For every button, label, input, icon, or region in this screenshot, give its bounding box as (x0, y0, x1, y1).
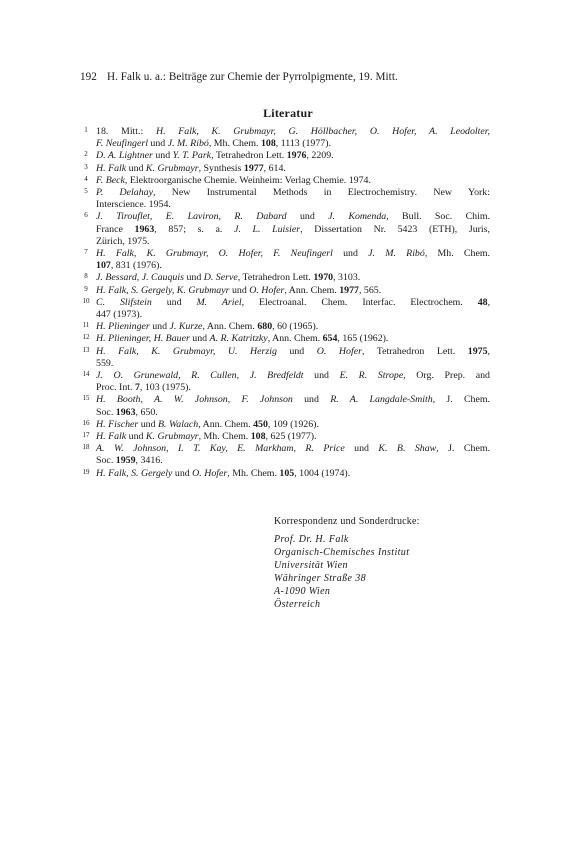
running-header (80, 71, 398, 83)
reference-number: 7 (84, 248, 88, 257)
reference-line (96, 126, 490, 138)
author-names: J. M. Ribó (167, 138, 209, 150)
reference-line (96, 431, 490, 443)
author-names: C. Slifstein (96, 296, 152, 308)
running-title: H. Falk u. a.: Beiträge zur Chemie der Pyrrolpigmente, 19. Mitt. (106, 71, 398, 83)
volume-number: 1970 (313, 272, 334, 284)
citation-text: , Tetrahedron Lett. (211, 150, 287, 162)
citation-text: , Mh. Chem. (227, 467, 280, 479)
author-names: H. Plieninger (96, 321, 150, 333)
section-title: Literatur (263, 106, 313, 120)
author-names: J. L. Luisier (234, 223, 301, 235)
citation-text: , 109 (1926). (267, 418, 319, 430)
citation-text: und (229, 284, 250, 296)
citation-text: , Mh. Chem. (198, 431, 251, 443)
reference-item (80, 272, 490, 284)
author-names: R. A. Langdale-Smith (330, 394, 433, 406)
reference-item (80, 248, 490, 272)
citation-text: und (138, 418, 158, 430)
citation-text: , Mh. Chem. (424, 248, 490, 260)
volume-number: 1975 (467, 345, 488, 357)
volume-number: 108 (260, 138, 276, 150)
citation-text: und (126, 162, 146, 174)
reference-line (96, 285, 490, 297)
reference-item (80, 468, 490, 480)
reference-number: 2 (84, 150, 88, 159)
author-names: J. Tirouflet, E. Laviron, R. Dabard (96, 211, 287, 223)
author-names: H. Fischer (96, 418, 139, 430)
reference-line (96, 163, 490, 175)
citation-text: und (151, 296, 197, 308)
author-names: J. Kurze (169, 321, 203, 333)
volume-number: 107 (96, 260, 111, 272)
citation-text: , 2209. (306, 150, 334, 162)
author-names: H. Falk, S. Gergely (96, 467, 173, 479)
citation-text: , (487, 345, 491, 357)
reference-item (80, 419, 490, 431)
reference-line (96, 211, 490, 223)
reference-line (96, 358, 490, 370)
reference-line (96, 321, 490, 333)
address-line: Universität Wien (274, 560, 348, 571)
reference-number: 1 (84, 126, 88, 134)
address-line: A-1090 Wien (274, 586, 331, 597)
citation-text: , 103 (1975). (139, 382, 191, 394)
reference-line (96, 175, 490, 187)
citation-text: 447 (1973). (96, 309, 143, 321)
reference-number: 5 (84, 187, 88, 196)
citation-text: , 831 (1976). (110, 260, 162, 272)
author-names: H. Falk, S. Gergely, K. Grubmayr (96, 284, 230, 296)
author-names: K. B. Shaw (378, 443, 437, 455)
volume-number: 654 (322, 333, 338, 345)
citation-text: und (292, 394, 331, 406)
reference-item (80, 150, 490, 162)
author-names: F. Neufingerl (96, 138, 148, 150)
reference-line (96, 248, 490, 260)
author-names: A. W. Johnson, I. T. Kay, E. Markham, R. Price (96, 443, 345, 455)
reference-line (96, 370, 490, 382)
citation-text: und (303, 370, 340, 382)
citation-text: und (286, 211, 329, 223)
author-names: O. Hofer (249, 284, 285, 296)
author-names: O. Hofer (316, 345, 362, 357)
volume-number: 450 (253, 418, 268, 430)
citation-text: und (189, 333, 210, 345)
author-names: H. Falk, K. Grubmayr, O. Hofer, F. Neufingerl (96, 248, 333, 260)
volume-number: 1977 (243, 162, 264, 174)
citation-text: , 565. (358, 284, 382, 296)
volume-number: 680 (257, 321, 273, 333)
citation-text: und (149, 321, 170, 333)
author-names: D. Serve (203, 272, 238, 284)
reference-item (80, 285, 490, 297)
author-names: K. Grubmayr (145, 162, 199, 174)
citation-text: , 60 (1965). (272, 321, 319, 333)
page-number: 192 (80, 71, 97, 83)
citation-text: , 857; s. a. (154, 223, 235, 235)
reference-item (80, 443, 490, 467)
citation-text: , 1004 (1974). (294, 467, 351, 479)
author-names: O. Hofer (192, 467, 228, 479)
citation-text: und (152, 150, 173, 162)
volume-number: 7 (134, 382, 140, 394)
reference-line (96, 297, 490, 309)
volume-number: 1977 (339, 284, 359, 296)
correspondence-heading: Korrespondenz und Sonderdrucke: (274, 516, 420, 527)
reference-number: 18 (82, 443, 90, 452)
citation-text: , 3416. (135, 455, 163, 467)
reference-number: 15 (82, 394, 90, 403)
citation-text: , 3103. (333, 272, 361, 284)
author-names: Y. T. Park (172, 150, 212, 162)
reference-number: 8 (84, 272, 88, 281)
reference-item (80, 346, 490, 370)
reference-line (96, 468, 490, 480)
citation-text: , Bull. Soc. Chim. (386, 211, 490, 223)
citation-text: , Ann. Chem. (198, 418, 254, 430)
citation-text: , Org. Prep. and (403, 370, 490, 382)
citation-text: , Synthesis (198, 162, 244, 174)
reference-item (80, 211, 490, 248)
citation-text: 18. Mitt.: (96, 126, 156, 137)
volume-number: 1959 (115, 455, 136, 467)
citation-text: , Ann. Chem. (202, 321, 258, 333)
reference-number: 11 (82, 321, 90, 330)
reference-number: 17 (82, 431, 90, 440)
citation-text: und (332, 248, 369, 260)
citation-text: Soc. (96, 455, 116, 467)
citation-text: , Mh. Chem. (208, 138, 261, 150)
reference-line (96, 187, 490, 199)
volume-number: 105 (279, 467, 295, 479)
author-names: A. R. Katritzky (209, 333, 268, 345)
author-names: H. Falk, K. Grubmayr, U. Herzig (96, 345, 277, 357)
reference-item (80, 321, 490, 333)
volume-number: 1963 (115, 406, 136, 418)
author-names: B. Walach (157, 418, 199, 430)
citation-text: , New Instrumental Methods in Electrochemistry. New York: (152, 187, 490, 199)
citation-text: Zürich, 1975. (96, 235, 150, 247)
reference-item (80, 187, 490, 211)
author-names: H. Falk, K. Grubmayr, G. Höllbacher, O. Hofer, A. Leodolter, (155, 126, 491, 137)
citation-text: , Ann. Chem. (284, 284, 340, 296)
address-line: Organisch-Chemisches Institut (274, 547, 410, 558)
citation-text: , Elektroorganische Chemie. Weinheim: Verlag Chemie. 1974. (124, 174, 371, 186)
citation-text: und (183, 272, 204, 284)
address-line: Österreich (274, 599, 321, 610)
author-names: J. O. Grunewald, R. Cullen, J. Bredfeldt (96, 370, 304, 382)
reference-line (96, 199, 490, 211)
citation-text: , 165 (1962). (337, 333, 389, 345)
citation-text: , J. Chem. (436, 443, 490, 455)
citation-text: , Tetrahedron Lett. (237, 272, 314, 284)
reference-number: 10 (82, 296, 90, 305)
citation-text: , Electroanal. Chem. Interfac. Electrochem. (241, 296, 478, 308)
reference-item (80, 175, 490, 187)
reference-line (96, 382, 490, 394)
reference-item (80, 126, 490, 150)
reference-number: 12 (82, 333, 90, 342)
reference-number: 3 (84, 162, 88, 171)
reference-line (96, 333, 490, 345)
citation-text: und (344, 443, 379, 455)
reference-line (96, 419, 490, 431)
citation-text: , J. Chem. (432, 394, 490, 406)
citation-text: Proc. Int. (96, 382, 135, 394)
citation-text: und (172, 467, 193, 479)
reference-line (96, 394, 490, 406)
citation-text: , Ann. Chem. (267, 333, 323, 345)
volume-number: 108 (250, 431, 266, 443)
author-names: J. M. Ribó (368, 248, 425, 260)
author-names: J. Bessard, J. Cauquis (96, 272, 184, 284)
reference-line (96, 138, 490, 150)
citation-text: Interscience. 1954. (96, 199, 171, 211)
reference-line (96, 272, 490, 284)
citation-text: und (147, 138, 168, 150)
author-names: H. Plieninger, H. Bauer (96, 333, 190, 345)
citation-text: Soc. (96, 406, 116, 418)
reference-line (96, 236, 490, 248)
reference-line (96, 346, 490, 358)
correspondence-block (274, 515, 420, 611)
author-names: H. Falk (96, 162, 127, 174)
author-names: E. R. Strope (339, 370, 404, 382)
volume-number: 48 (477, 296, 488, 308)
author-names: H. Booth, A. W. Johnson, F. Johnson (96, 394, 293, 406)
reference-item (80, 370, 490, 394)
citation-text: , 625 (1977). (265, 431, 317, 443)
reference-item (80, 163, 490, 175)
reference-number: 9 (84, 284, 88, 293)
reference-item (80, 431, 490, 443)
citation-text: , 650. (135, 406, 158, 418)
author-names: D. A. Lightner (96, 150, 153, 162)
author-names: P. Delahay (96, 187, 153, 199)
reference-item (80, 333, 490, 345)
citation-text: , 614. (263, 162, 286, 174)
reference-line (96, 309, 490, 321)
reference-number: 13 (82, 345, 90, 354)
reference-number: 6 (84, 211, 88, 220)
reference-item (80, 297, 490, 321)
reference-number: 14 (82, 370, 90, 379)
author-names: F. Beck (96, 174, 125, 186)
author-names: H. Falk (96, 431, 127, 443)
reference-line (96, 455, 490, 467)
author-names: M. Ariel (196, 296, 242, 308)
citation-text: , Tetrahedron Lett. (361, 345, 468, 357)
reference-number: 19 (82, 467, 90, 476)
address-line: Prof. Dr. H. Falk (274, 534, 349, 545)
reference-list (80, 126, 490, 480)
reference-line (96, 260, 490, 272)
reference-line (96, 407, 490, 419)
volume-number: 1976 (286, 150, 307, 162)
volume-number: 1963 (134, 223, 155, 235)
reference-line (96, 150, 490, 162)
citation-text: , (487, 296, 491, 308)
citation-text: France (96, 223, 135, 235)
address-line: Währinger Straße 38 (274, 573, 367, 584)
citation-text: und (126, 431, 146, 443)
citation-text: , 1113 (1977). (275, 138, 331, 150)
reference-number: 4 (84, 174, 88, 183)
author-names: K. Grubmayr (145, 431, 199, 443)
citation-text: , Dissertation Nr. 5423 (ETH), Juris, (300, 223, 490, 235)
citation-text: und (276, 345, 317, 357)
reference-line (96, 224, 490, 236)
reference-line (96, 443, 490, 455)
reference-number: 16 (82, 418, 90, 427)
author-names: J. Komenda (328, 211, 387, 223)
reference-item (80, 394, 490, 418)
citation-text: 559. (96, 357, 114, 369)
